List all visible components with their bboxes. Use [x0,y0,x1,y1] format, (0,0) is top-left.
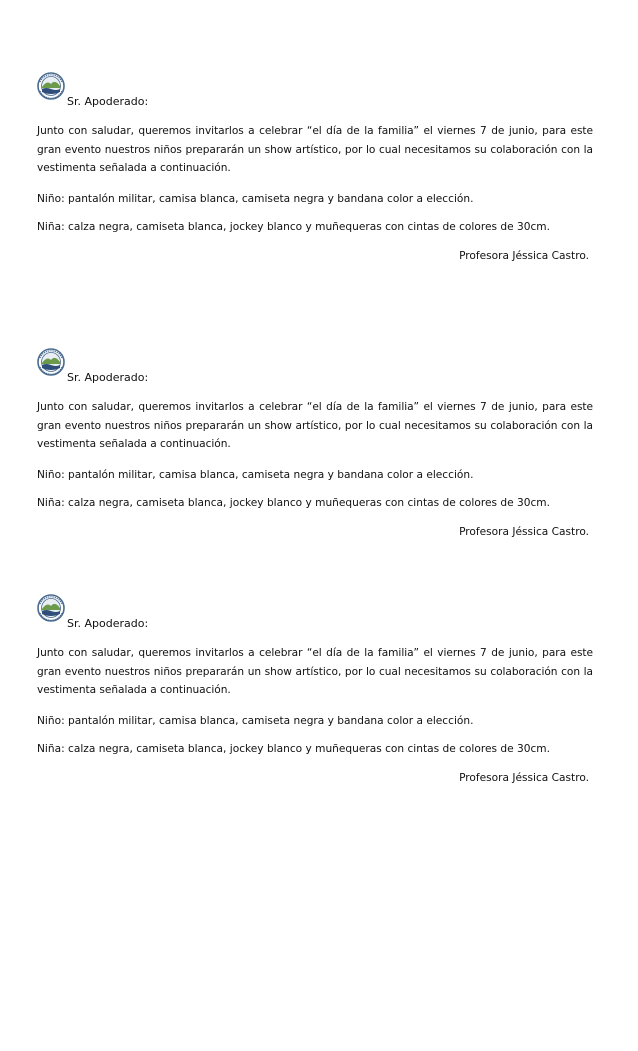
invitation-note [37,594,593,794]
invitation-paragraph: Junto con saludar, queremos invitarlos a celebrar “el día de la familia” el viernes 7 de junio, para este gran evento nuestros niños prepararán un show artístico, por lo cual necesitamos su colaboración con la vestimenta señalada a continuación. [37,125,593,174]
greeting: Sr. Apoderado: [67,95,149,108]
invitation-paragraph: Junto con saludar, queremos invitarlos a celebrar “el día de la familia” el viernes 7 de junio, para este gran evento nuestros niños prepararán un show artístico, por lo cual necesitamos su colaboración con la vestimenta señalada a continuación. [37,401,593,450]
school-crest-icon [37,348,65,376]
signature: Profesora Jéssica Castro. [459,772,589,784]
girls-outfit-line: Niña: calza negra, camiseta blanca, jockey blanco y muñequeras con cintas de colores de 30cm. [37,497,550,509]
greeting: Sr. Apoderado: [67,371,149,384]
boys-outfit-line: Niño: pantalón militar, camisa blanca, camiseta negra y bandana color a elección. [37,193,474,205]
girls-outfit-line: Niña: calza negra, camiseta blanca, jockey blanco y muñequeras con cintas de colores de 30cm. [37,221,550,233]
signature: Profesora Jéssica Castro. [459,526,589,538]
invitation-note [37,72,593,272]
signature: Profesora Jéssica Castro. [459,250,589,262]
boys-outfit-line: Niño: pantalón militar, camisa blanca, camiseta negra y bandana color a elección. [37,469,474,481]
school-crest-icon [37,72,65,100]
greeting: Sr. Apoderado: [67,617,149,630]
invitation-note [37,348,593,548]
school-crest-icon [37,594,65,622]
boys-outfit-line: Niño: pantalón militar, camisa blanca, camiseta negra y bandana color a elección. [37,715,474,727]
invitation-paragraph: Junto con saludar, queremos invitarlos a celebrar “el día de la familia” el viernes 7 de junio, para este gran evento nuestros niños prepararán un show artístico, por lo cual necesitamos su colaboración con la vestimenta señalada a continuación. [37,647,593,696]
girls-outfit-line: Niña: calza negra, camiseta blanca, jockey blanco y muñequeras con cintas de colores de 30cm. [37,743,550,755]
